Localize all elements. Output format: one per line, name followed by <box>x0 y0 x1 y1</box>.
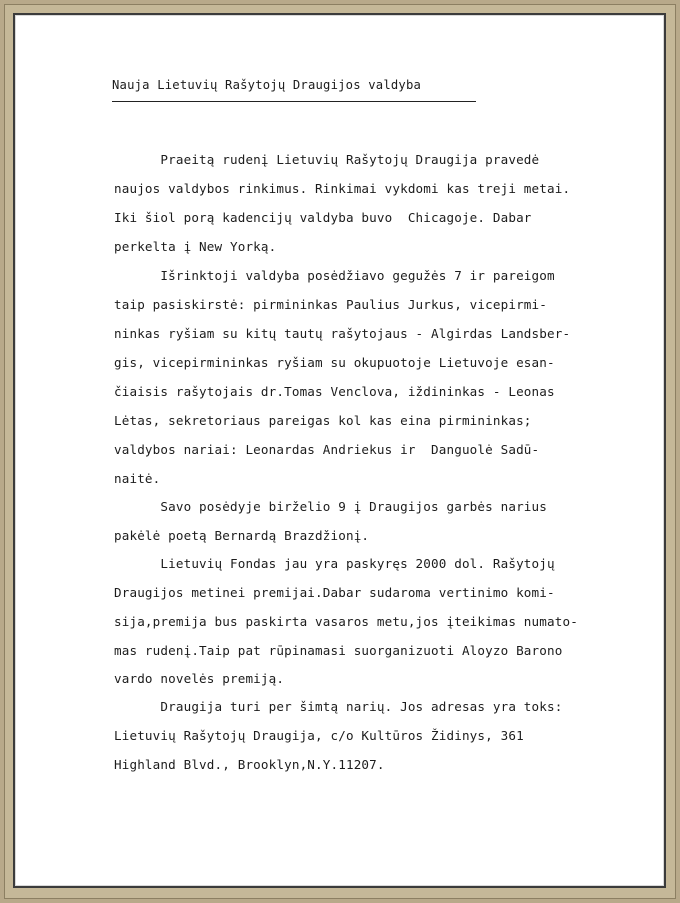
text-line: ninkas ryšiam su kitų tautų rašytojaus - Algirdas Landsber- <box>114 326 571 341</box>
text-line: naujos valdybos rinkimus. Rinkimai vykdomi kas treji metai. <box>114 181 571 196</box>
text-line: Lietuvių Rašytojų Draugija, c/o Kultūros Židinys, 361 <box>114 728 524 743</box>
text-line: Lėtas, sekretoriaus pareigas kol kas eina pirmininkas; <box>114 413 532 428</box>
text-line: Draugija turi per šimtą narių. Jos adresas yra toks: <box>114 699 563 714</box>
text-line: čiaisis rašytojais dr.Tomas Venclova, iždininkas - Leonas <box>114 384 555 399</box>
document-title: Nauja Lietuvių Rašytojų Draugijos valdyba <box>112 78 422 92</box>
text-line: Iki šiol porą kadencijų valdyba buvo Chicagoje. Dabar <box>114 210 532 225</box>
text-line: Lietuvių Fondas jau yra paskyręs 2000 dol. Rašytojų <box>114 556 555 571</box>
text-line: sija,premija bus paskirta vasaros metu,jos įteikimas numato- <box>114 614 578 629</box>
text-line: pakėlė poetą Bernardą Brazdžionį. <box>114 528 370 543</box>
text-line: vardo novelės premiją. <box>114 671 285 686</box>
text-line: valdybos nariai: Leonardas Andriekus ir Danguolė Sadū- <box>114 442 540 457</box>
text-line: taip pasiskirstė: pirmininkas Paulius Jurkus, vicepirmi- <box>114 297 547 312</box>
text-line: Highland Blvd., Brooklyn,N.Y.11207. <box>114 757 385 772</box>
text-line: naitė. <box>114 471 161 486</box>
text-line: perkelta į New Yorką. <box>114 239 277 254</box>
text-line: Savo posėdyje birželio 9 į Draugijos garbės narius <box>114 499 547 514</box>
text-line: Išrinktoji valdyba posėdžiavo gegužės 7 ir pareigom <box>114 268 555 283</box>
text-line: Draugijos metinei premijai.Dabar sudaroma vertinimo komi- <box>114 585 555 600</box>
text-line: mas rudenį.Taip pat rūpinamasi suorganizuoti Aloyzo Barono <box>114 643 563 658</box>
title-underline <box>112 101 476 102</box>
text-line: gis, vicepirmininkas ryšiam su okupuotoje Lietuvoje esan- <box>114 355 555 370</box>
text-line: Praeitą rudenį Lietuvių Rašytojų Draugija pravedė <box>114 152 540 167</box>
